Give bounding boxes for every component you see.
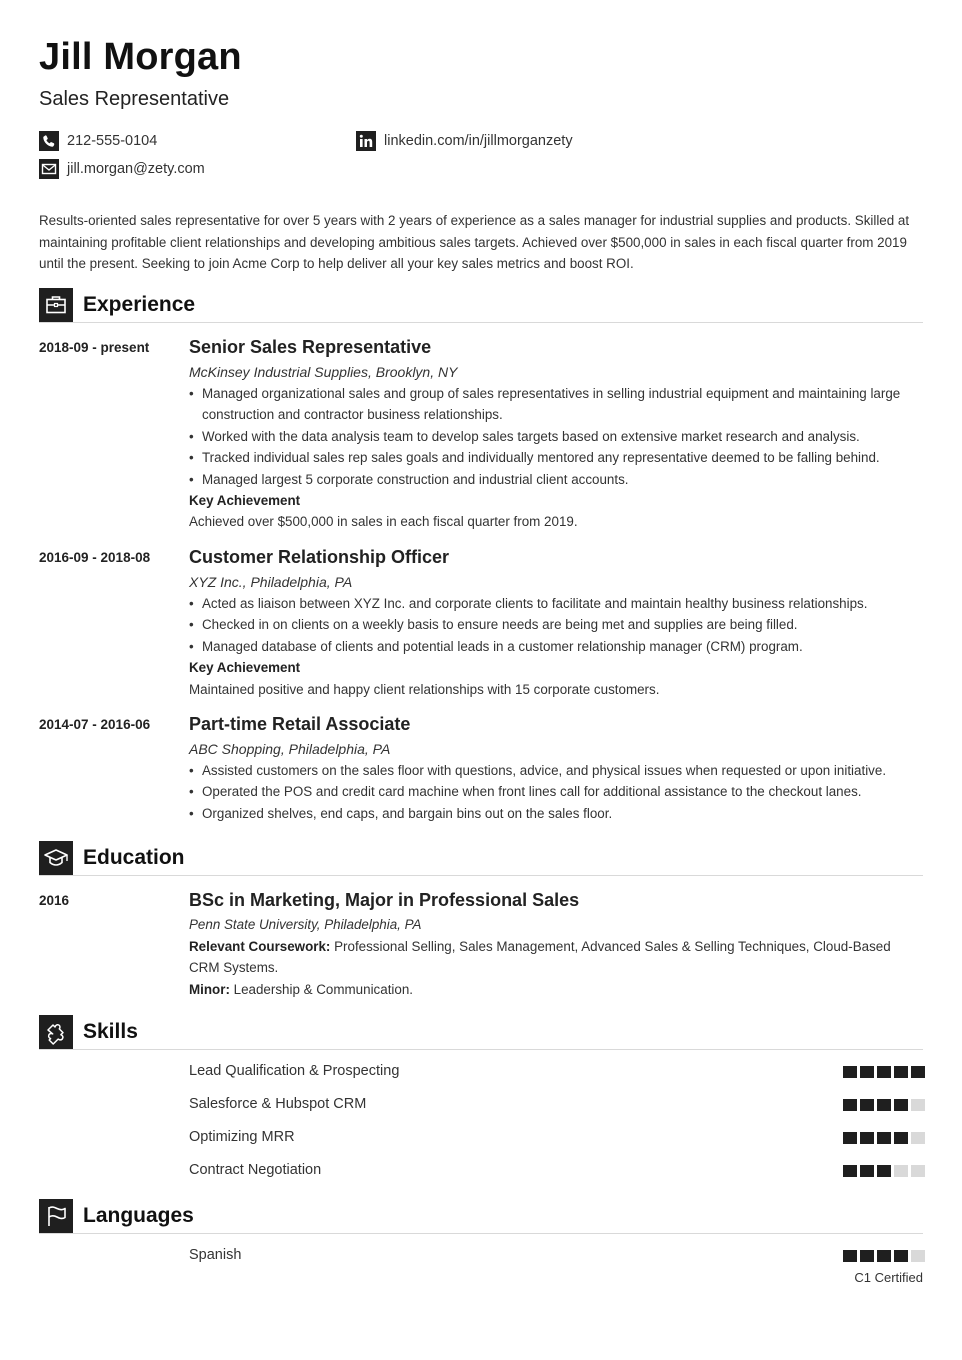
skill-level-bar [843, 1066, 925, 1078]
job-entry [189, 544, 923, 700]
experience-heading: Experience [83, 293, 196, 316]
language-name: Spanish [189, 1247, 242, 1263]
minor-label: Minor: [189, 981, 230, 997]
level-segment-filled [877, 1066, 891, 1078]
job-bullet: • Worked with the data analysis team to develop sales targets based on extensive market research and analysis. [189, 426, 923, 447]
briefcase-icon [39, 288, 73, 322]
job-bullet: • Operated the POS and credit card machine when front lines call for additional assistance to the checkout lanes. [189, 781, 923, 802]
candidate-name: Jill Morgan [39, 36, 242, 78]
level-segment-filled [843, 1165, 857, 1177]
level-segment-filled [911, 1066, 925, 1078]
minor-text: Leadership & Communication. [229, 981, 414, 997]
key-achievement-text: Achieved over $500,000 in sales in each fiscal quarter from 2019. [189, 514, 578, 530]
flag-icon [39, 1199, 73, 1233]
job-bullets [189, 383, 923, 490]
level-segment-filled [843, 1250, 857, 1262]
skill-name: Salesforce & Hubspot CRM [189, 1096, 367, 1112]
level-segment-filled [877, 1099, 891, 1111]
job-entry [189, 334, 923, 533]
level-segment-filled [860, 1099, 874, 1111]
minor-line [189, 979, 923, 1000]
coursework-text: Professional Selling, Sales Management, Advanced Sales & Selling Techniques, Cloud-Based CRM Systems. [189, 939, 891, 976]
level-segment-filled [894, 1250, 908, 1262]
level-segment-filled [843, 1132, 857, 1144]
job-bullets [189, 593, 923, 657]
level-segment-empty [911, 1165, 925, 1177]
skill-name: Lead Qualification & Prospecting [189, 1063, 400, 1079]
skills-heading: Skills [83, 1020, 138, 1043]
skill-level-bar [843, 1165, 925, 1177]
language-certification: C1 Certified [854, 1270, 923, 1285]
job-title: Customer Relationship Officer [189, 547, 450, 567]
languages-heading: Languages [83, 1204, 194, 1227]
skill-level-bar [843, 1099, 925, 1111]
job-company: McKinsey Industrial Supplies, Brooklyn, NY [189, 364, 458, 380]
job-bullets [189, 760, 923, 824]
contact-phone [39, 131, 157, 151]
job-bullet: • Organized shelves, end caps, and bargain bins out on the sales floor. [189, 803, 923, 824]
job-bullet: • Checked in on clients on a weekly basis to ensure needs are being met and supplies are being filled. [189, 614, 923, 635]
education-entry [189, 887, 923, 1000]
level-segment-filled [860, 1165, 874, 1177]
job-company: XYZ Inc., Philadelphia, PA [189, 574, 353, 590]
level-segment-filled [877, 1132, 891, 1144]
level-segment-filled [843, 1066, 857, 1078]
level-segment-filled [843, 1099, 857, 1111]
job-title: Senior Sales Representative [189, 337, 432, 357]
phone-text[interactable]: 212-555-0104 [67, 133, 158, 149]
skill-level-bar [843, 1132, 925, 1144]
level-segment-filled [877, 1165, 891, 1177]
contact-linkedin [356, 131, 573, 151]
linkedin-icon [356, 131, 376, 151]
puzzle-icon [39, 1015, 73, 1049]
job-bullet: • Assisted customers on the sales floor with questions, advice, and physical issues when requested or upon initiative. [189, 760, 923, 781]
level-segment-filled [860, 1066, 874, 1078]
level-segment-filled [860, 1250, 874, 1262]
graduation-cap-icon [39, 841, 73, 875]
level-segment-filled [877, 1250, 891, 1262]
job-bullet: • Managed organizational sales and group of sales representatives in selling industrial equipment and maintaining large construction and contractor business relationships. [189, 383, 923, 426]
email-text[interactable]: jill.morgan@zety.com [67, 161, 205, 177]
candidate-title: Sales Representative [39, 88, 230, 110]
languages-section-header [39, 1199, 923, 1234]
job-title: Part-time Retail Associate [189, 714, 411, 734]
education-heading: Education [83, 846, 185, 869]
job-bullet: • Tracked individual sales rep sales goals and individually mentored any representative deemed to be falling behind. [189, 447, 923, 468]
contact-email [39, 159, 205, 179]
coursework-line [189, 936, 923, 979]
phone-icon [39, 131, 59, 151]
skill-name: Optimizing MRR [189, 1129, 295, 1145]
job-date: 2016-09 - 2018-08 [39, 550, 151, 565]
level-segment-filled [860, 1132, 874, 1144]
job-bullet: • Managed largest 5 corporate construction and industrial client accounts. [189, 469, 923, 490]
job-entry [189, 711, 923, 824]
job-date: 2018-09 - present [39, 340, 150, 355]
job-bullet: • Acted as liaison between XYZ Inc. and corporate clients to facilitate and maintain healthy business relationships. [189, 593, 923, 614]
level-segment-filled [894, 1099, 908, 1111]
level-segment-empty [911, 1250, 925, 1262]
job-company: ABC Shopping, Philadelphia, PA [189, 741, 391, 757]
job-date: 2014-07 - 2016-06 [39, 717, 151, 732]
education-section-header [39, 841, 923, 876]
profile-summary: Results-oriented sales representative for over 5 years with 2 years of experience as a sales manager for industrial supplies and products. Skilled at maintaining profitable client relationships and developing ambitious sales targets. Achieved over $500,000 in sales in each fiscal quarter from 2019 until the present. Seeking to join Acme Corp to help deliver all your key sales metrics and boost ROI. [39, 213, 910, 272]
linkedin-text[interactable]: linkedin.com/in/jillmorganzety [384, 133, 573, 149]
language-level-bar [843, 1250, 925, 1262]
level-segment-empty [894, 1165, 908, 1177]
key-achievement-label: Key Achievement [189, 660, 301, 676]
level-segment-filled [894, 1132, 908, 1144]
level-segment-empty [911, 1132, 925, 1144]
skill-name: Contract Negotiation [189, 1162, 322, 1178]
school-name: Penn State University, Philadelphia, PA [189, 917, 422, 932]
education-year: 2016 [39, 893, 70, 908]
level-segment-filled [894, 1066, 908, 1078]
job-bullet: • Managed database of clients and potential leads in a customer relationship manager (CRM) program. [189, 636, 923, 657]
key-achievement-text: Maintained positive and happy client relationships with 15 corporate customers. [189, 681, 660, 697]
experience-section-header [39, 288, 923, 323]
level-segment-empty [911, 1099, 925, 1111]
skills-section-header [39, 1015, 923, 1050]
degree-title: BSc in Marketing, Major in Professional Sales [189, 890, 580, 910]
mail-icon [39, 159, 59, 179]
coursework-label: Relevant Coursework: [189, 939, 331, 954]
key-achievement-label: Key Achievement [189, 493, 301, 509]
